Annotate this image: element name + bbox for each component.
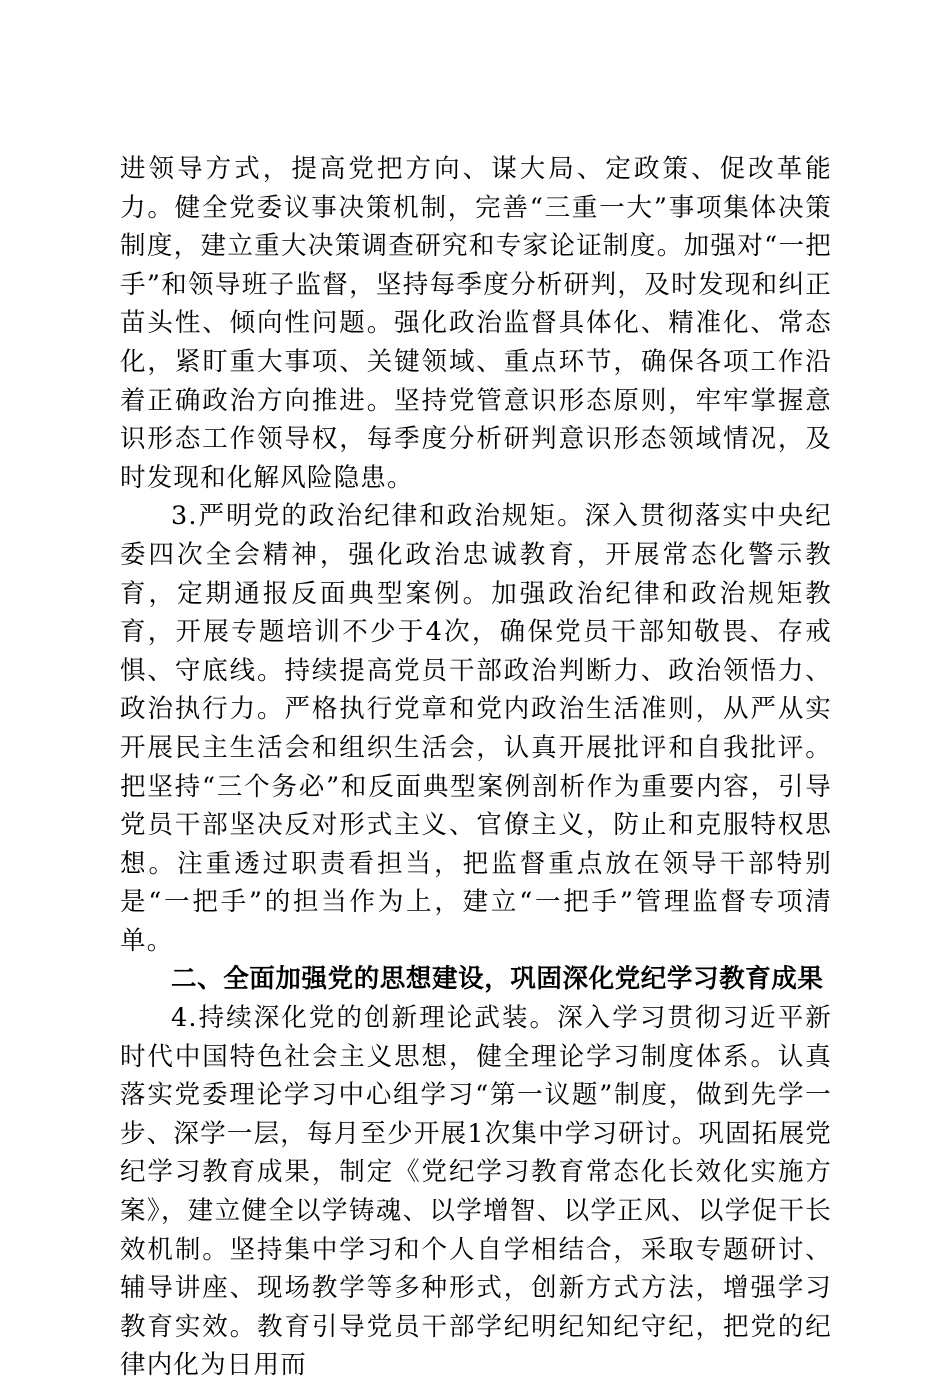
- paragraph-item-3: 3.严明党的政治纪律和政治规矩。深入贯彻落实中央纪委四次全会精神，强化政治忠诚教育，开展常态化警示教育，定期通报反面典型案例。加强政治纪律和政治规矩教育，开展专题培训不少于4次，确保党员干部知敬畏、存戒惧、守底线。持续提高党员干部政治判断力、政治领悟力、政治执行力。严格执行党章和党内政治生活准则，从严从实开展民主生活会和组织生活会，认真开展批评和自我批评。把坚持“三个务必”和反面典型案例剖析作为重要内容，引导党员干部坚决反对形式主义、官僚主义，防止和克服特权思想。注重透过职责看担当，把监督重点放在领导干部特别是“一把手”的担当作为上，建立“一把手”管理监督专项清单。: [120, 501, 832, 956]
- document-page: [120, 150, 832, 1385]
- paragraph-continuation: 进领导方式，提高党把方向、谋大局、定政策、促改革能力。健全党委议事决策机制，完善“三重一大”事项集体决策制度，建立重大决策调查研究和专家论证制度。加强对“一把手”和领导班子监督，坚持每季度分析研判，及时发现和纠正苗头性、倾向性问题。强化政治监督具体化、精准化、常态化，紧盯重大事项、关键领域、重点环节，确保各项工作沿着正确政治方向推进。坚持党管意识形态原则，牢牢掌握意识形态工作领导权，每季度分析研判意识形态领域情况，及时发现和化解风险隐患。: [120, 154, 832, 493]
- paragraph-item-4: 4.持续深化党的创新理论武装。深入学习贯彻习近平新时代中国特色社会主义思想，健全理论学习制度体系。认真落实党委理论学习中心组学习“第一议题”制度，做到先学一步、深学一层，每月至少开展1次集中学习研讨。巩固拓展党纪学习教育成果，制定《党纪学习教育常态化长效化实施方案》，建立健全以学铸魂、以学增智、以学正风、以学促干长效机制。坚持集中学习和个人自学相结合，采取专题研讨、辅导讲座、现场教学等多种形式，创新方式方法，增强学习教育实效。教育引导党员干部学纪明纪知纪守纪，把党的纪律内化为日用而: [120, 1003, 832, 1381]
- section-heading-2: 二、全面加强党的思想建设，巩固深化党纪学习教育成果: [171, 964, 824, 995]
